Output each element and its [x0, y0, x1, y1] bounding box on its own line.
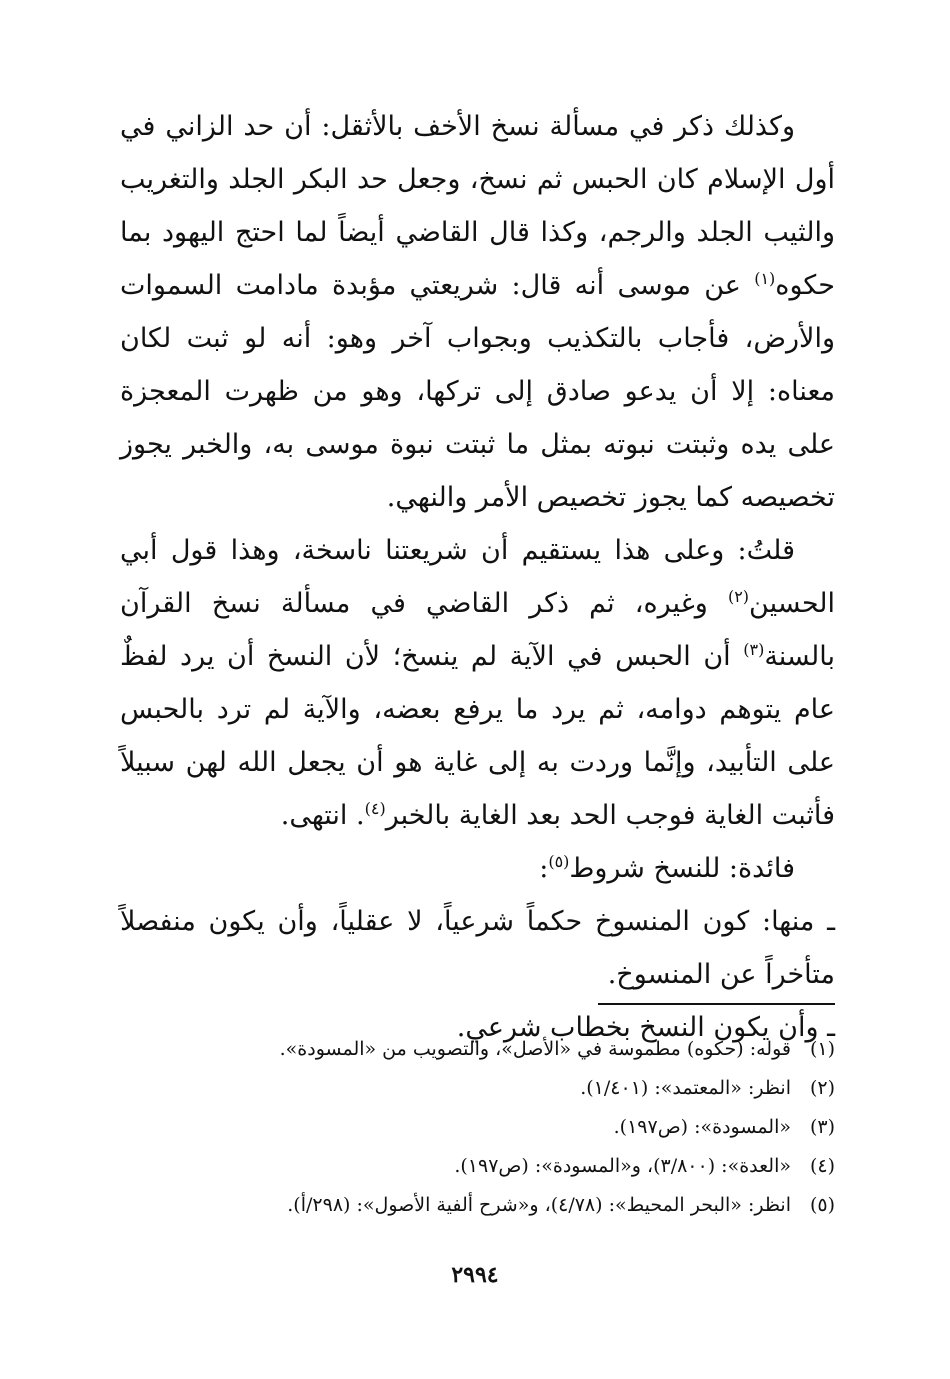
footnote-number: (٤) — [809, 1155, 835, 1177]
paragraph-text: . انتهى. — [280, 800, 365, 831]
paragraph-1 — [120, 100, 835, 524]
paragraph-text: وغيره، ثم ذكر القاضي في مسألة نسخ القرآن بالسنة — [120, 588, 835, 672]
footnote-reference-4[interactable]: (٤) — [364, 799, 386, 818]
paragraph-text: فائدة: للنسخ شروط — [569, 853, 795, 884]
list-item-text: ـ منها: كون المنسوخ حكماً شرعياً، لا عقلياً، وأن يكون منفصلاً متأخراً عن المنسوخ. — [120, 906, 835, 990]
paragraph-text: : — [539, 853, 549, 884]
footnote-text: انظر: «البحر المحيط»: (٤/٧٨)، و«شرح ألفية الأصول»: (٢٩٨/أ). — [287, 1194, 791, 1216]
paragraph-text: عن موسى أنه قال: شريعتي مؤبدة مادامت السموات والأرض، فأجاب بالتكذيب وبجواب آخر وهو: أنه لو ثبت لكان معناه: إلا أن يدعو صادق إلى تركها، وهو من ظهرت المعجزة على يده وثبتت نبوته بمثل ما ثبتت نبوة موسى به، والخبر يجوز تخصيصه كما يجوز تخصيص الأمر والنهي. — [120, 270, 835, 513]
footnote-number: (١) — [809, 1038, 835, 1060]
paragraph-text: أن الحبس في الآية لم ينسخ؛ لأن النسخ أن يرد لفظٌ عام يتوهم دوامه، ثم يرد ما يرفع بعضه، والآية لم ترد بالحبس على التأبيد، وإنَّما وردت به إلى غاية هو أن يجعل الله لهن سبيلاً فأثبت الغاية فوجب الحد بعد الغاية بالخبر — [120, 641, 835, 831]
footnote-number: (٢) — [809, 1077, 835, 1099]
footnote-text: «المسودة»: (ص١٩٧). — [613, 1116, 791, 1138]
footnote-4 — [180, 1147, 835, 1186]
footnotes — [180, 1030, 835, 1225]
footnote-number: (٥) — [809, 1194, 835, 1216]
footnote-reference-2[interactable]: (٢) — [727, 587, 750, 606]
page-number: ٢٩٩٤ — [451, 1262, 499, 1288]
list-item-text: ـ وأن يكون النسخ بخطاب شرعي. — [456, 1012, 835, 1043]
paragraph-2 — [120, 524, 835, 842]
list-item — [120, 895, 835, 1001]
footnote-number: (٣) — [809, 1116, 835, 1138]
footnote-2 — [180, 1069, 835, 1108]
paragraph-3 — [120, 842, 835, 895]
footnote-text: انظر: «المعتمد»: (١/٤٠١). — [580, 1077, 791, 1099]
footnote-3 — [180, 1108, 835, 1147]
footnote-1 — [180, 1030, 835, 1069]
footnote-5 — [180, 1186, 835, 1225]
paragraph-text: قلتُ: وعلى هذا يستقيم أن شريعتنا ناسخة، وهذا قول أبي الحسين — [120, 535, 835, 619]
footnote-text: قوله: (حكوه) مطموسة في «الأصل»، والتصويب من «المسودة». — [279, 1038, 791, 1060]
footnote-reference-5[interactable]: (٥) — [548, 852, 570, 871]
footnote-divider — [598, 1003, 835, 1005]
footnote-reference-1[interactable]: (١) — [754, 269, 776, 288]
main-text — [120, 100, 835, 1054]
paragraph-text: وكذلك ذكر في مسألة نسخ الأخف بالأثقل: أن حد الزاني في أول الإسلام كان الحبس ثم نسخ، وجعل حد البكر الجلد والتغريب والثيب الجلد والرجم، وكذا قال القاضي أيضاً لما احتج اليهود بما حكوه — [120, 111, 835, 301]
footnote-reference-3[interactable]: (٣) — [743, 640, 765, 659]
footnote-text: «العدة»: (٣/٨٠٠)، و«المسودة»: (ص١٩٧). — [454, 1155, 791, 1177]
